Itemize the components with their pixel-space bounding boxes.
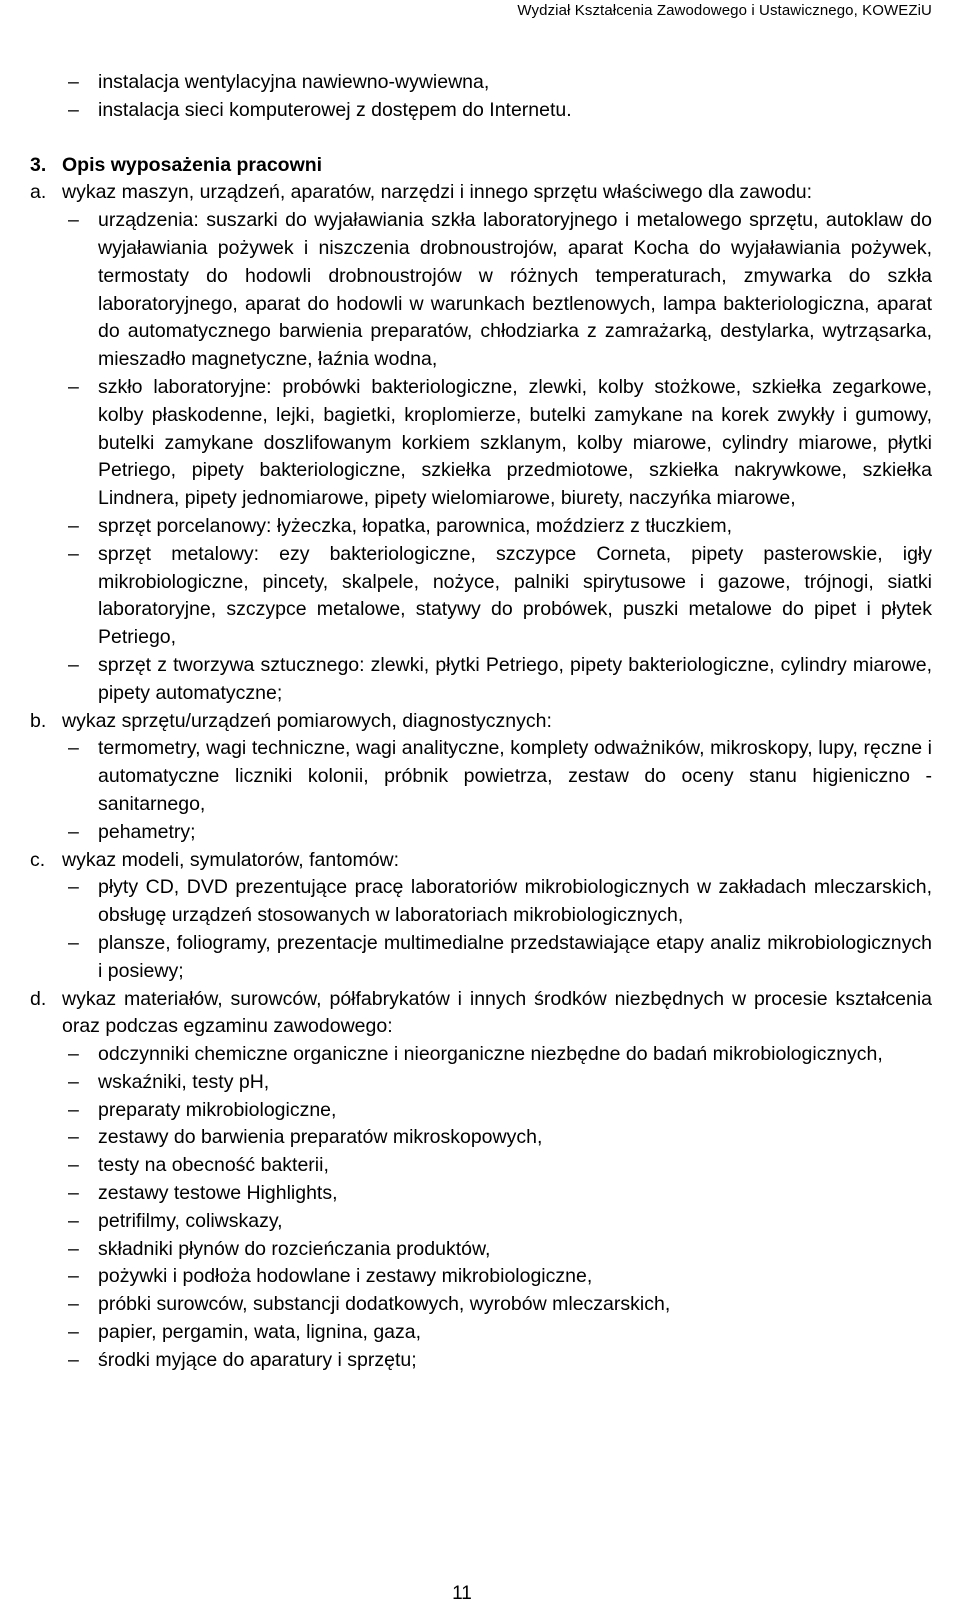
list-item (62, 1069, 932, 1097)
sub-list (62, 207, 932, 707)
list-item (62, 541, 932, 652)
dash-bullet: – (68, 514, 79, 537)
list-item (62, 874, 932, 930)
dash-bullet: – (68, 653, 79, 676)
list-item-text: preparaty mikrobiologiczne, (98, 1098, 337, 1121)
dash-bullet: – (68, 1321, 79, 1344)
list-item-text: sprzęt porcelanowy: łyżeczka, łopatka, parownica, moździerz z tłuczkiem, (98, 514, 732, 537)
list-item (62, 1152, 932, 1180)
list-item (62, 1291, 932, 1319)
dash-bullet: – (68, 1043, 79, 1066)
lettered-list (30, 708, 932, 847)
section-title: Opis wyposażenia pracowni (62, 153, 323, 176)
dash-bullet: – (68, 1348, 79, 1371)
list-item (62, 1347, 932, 1375)
list-item (30, 69, 932, 97)
list-heading (30, 986, 932, 1042)
sub-list (62, 874, 932, 985)
list-heading-text: wykaz materiałów, surowców, półfabrykatów i innych środków niezbędnych w procesie kształcenia oraz podczas egzaminu zawodowego: (62, 987, 932, 1038)
lettered-list (30, 179, 932, 707)
list-heading-text: wykaz modeli, symulatorów, fantomów: (62, 848, 400, 871)
list-item-text: petrifilmy, coliwskazy, (98, 1209, 283, 1232)
list-item-text: wskaźniki, testy pH, (98, 1070, 270, 1093)
list-item (62, 513, 932, 541)
list-item-text: środki myjące do aparatury i sprzętu; (98, 1348, 417, 1371)
dash-bullet: – (68, 1154, 79, 1177)
dash-bullet: – (68, 1237, 79, 1260)
list-item (62, 1180, 932, 1208)
list-item-text: instalacja sieci komputerowej z dostępem do Internetu. (98, 98, 572, 121)
list-item-text: szkło laboratoryjne: probówki bakteriologiczne, zlewki, kolby stożkowe, szkiełka zegarkowe, kolby płaskodenne, lejki, bagietki, kroplomierze, butelki zamykane na korek zwykły i gumowy, butelki zamykane doszlifowanym korkiem szklanym, kolby miarowe, cylindry miarowe, płytki Petriego, pipety bakteriologiczne, szkiełka przedmiotowe, szkiełka nakrywkowe, szkiełka Lindnera, pipety jednomiarowe, pipety wielomiarowe, biurety, naczyńka miarowe, (98, 375, 932, 510)
list-item-text: próbki surowców, substancji dodatkowych, wyrobów mleczarskich, (98, 1293, 671, 1316)
dash-bullet: – (68, 209, 79, 232)
list-item-text: sprzęt z tworzywa sztucznego: zlewki, płytki Petriego, pipety bakteriologiczne, cylindry miarowe, pipety automatyczne; (98, 653, 932, 704)
list-item (62, 207, 932, 374)
list-letter: c. (30, 848, 46, 871)
sub-list (62, 1041, 932, 1375)
list-heading (30, 847, 932, 875)
list-item (62, 819, 932, 847)
dash-bullet: – (68, 1293, 79, 1316)
list-item-text: zestawy do barwienia preparatów mikroskopowych, (98, 1126, 543, 1149)
list-item (62, 1208, 932, 1236)
document-body (30, 69, 932, 1375)
list-letter: a. (30, 181, 47, 204)
dash-bullet: – (68, 375, 79, 398)
dash-bullet: – (68, 1070, 79, 1093)
list-item-text: odczynniki chemiczne organiczne i nieorganiczne niezbędne do badań mikrobiologicznych, (98, 1043, 883, 1066)
list-item-text: urządzenia: suszarki do wyjaławiania szkła laboratoryjnego i metalowego sprzętu, autoklaw do wyjaławiania pożywek i niszczenia drobnoustrojów, aparat Kocha do wyjaławiania pożywek, termostaty do hodowli drobnoustrojów w różnych temperaturach, zmywarka do szkła laboratoryjnego, aparat do hodowli w warunkach beztlenowych, lampa bakteriologiczna, aparat do automatycznego barwienia preparatów, chłodziarka z zamrażarką, destylarka, wytrząsarka, mieszadło magnetyczne, łaźnia wodna, (98, 209, 932, 371)
list-item-text: sprzęt metalowy: ezy bakteriologiczne, szczypce Corneta, pipety pasterowskie, igły mikrobiologiczne, pincety, skalpele, nożyce, palniki spirytusowe i gazowe, trójnogi, siatki laboratoryjne, szczypce metalowe, statywy do probówek, puszki metalowe do pipet i płytek Petriego, (98, 542, 932, 649)
list-item (62, 652, 932, 708)
dash-bullet: – (68, 1126, 79, 1149)
page-header: Wydział Kształcenia Zawodowego i Ustawicznego, KOWEZiU (517, 2, 932, 19)
dash-bullet: – (68, 1182, 79, 1205)
list-item (62, 930, 932, 986)
list-item (62, 735, 932, 818)
list-item (62, 374, 932, 513)
lettered-list (30, 986, 932, 1375)
dash-bullet: – (68, 1209, 79, 1232)
list-letter: d. (30, 987, 47, 1010)
list-letter: b. (30, 709, 47, 732)
list-item-text: płyty CD, DVD prezentujące pracę laboratoriów mikrobiologicznych w zakładach mleczarskich, obsługę urządzeń stosowanych w laboratoriach mikrobiologicznych, (98, 876, 932, 927)
list-item-text: termometry, wagi techniczne, wagi analityczne, komplety odważników, mikroskopy, lupy, ręczne i automatyczne liczniki kolonii, próbnik powietrza, zestaw do oceny stanu higieniczno - sanitarnego, (98, 737, 932, 815)
list-item (62, 1319, 932, 1347)
list-item-text: pehametry; (98, 820, 196, 843)
dash-bullet: – (68, 71, 79, 93)
list-item (30, 97, 932, 125)
list-heading-text: wykaz maszyn, urządzeń, aparatów, narzędzi i innego sprzętu właściwego dla zawodu: (62, 181, 813, 204)
dash-bullet: – (68, 876, 79, 899)
list-item-text: instalacja wentylacyjna nawiewno-wywiewna, (98, 71, 490, 93)
list-item (62, 1097, 932, 1125)
equipment-lists (30, 179, 932, 1374)
dash-bullet: – (68, 931, 79, 954)
page-number: 11 (452, 1583, 472, 1604)
list-item (62, 1041, 932, 1069)
dash-bullet: – (68, 737, 79, 760)
section-number: 3. (30, 153, 47, 176)
list-item-text: testy na obecność bakterii, (98, 1154, 329, 1177)
list-item-text: składniki płynów do rozcieńczania produktów, (98, 1237, 491, 1260)
list-item (62, 1236, 932, 1264)
dash-bullet: – (68, 98, 79, 121)
list-item-text: zestawy testowe Highlights, (98, 1182, 338, 1205)
lettered-list (30, 847, 932, 986)
page-footer (0, 1583, 960, 1605)
list-item-text: plansze, foliogramy, prezentacje multimedialne przedstawiające etapy analiz mikrobiologicznych i posiewy; (98, 931, 932, 982)
list-heading (30, 179, 932, 207)
list-item (62, 1124, 932, 1152)
dash-bullet: – (68, 1098, 79, 1121)
dash-bullet: – (68, 1265, 79, 1288)
section-heading (30, 152, 932, 180)
list-heading-text: wykaz sprzętu/urządzeń pomiarowych, diagnostycznych: (62, 709, 552, 732)
sub-list (62, 735, 932, 846)
dash-bullet: – (68, 542, 79, 565)
dash-bullet: – (68, 820, 79, 843)
list-item-text: pożywki i podłoża hodowlane i zestawy mikrobiologiczne, (98, 1265, 593, 1288)
list-heading (30, 708, 932, 736)
list-item-text: papier, pergamin, wata, lignina, gaza, (98, 1321, 422, 1344)
list-item (62, 1263, 932, 1291)
